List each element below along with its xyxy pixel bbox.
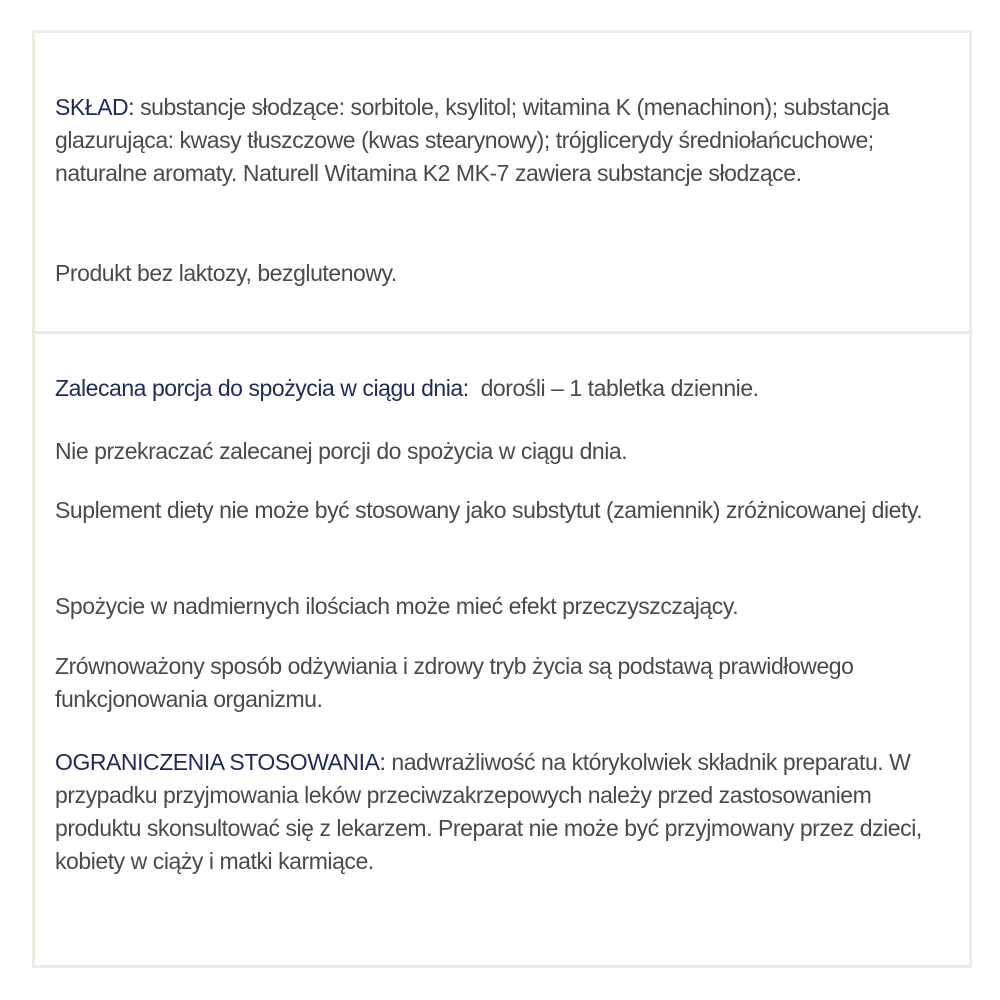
dose-label: Zalecana porcja do spożycia w ciągu dnia: — [55, 375, 469, 401]
usage-section — [35, 334, 969, 966]
composition-text: substancje słodzące: sorbitole, ksylitol; witamina K (menachinon); substancja glazurująca: kwasy tłuszczowe (kwas stearynowy); trójglicerydy średniołańcuchowe; naturalne aromaty. Naturell Witamina K2 MK-7 zawiera substancje słodzące. — [55, 94, 890, 186]
composition-section — [35, 33, 969, 334]
restrictions-label: OGRANICZENIA STOSOWANIA: — [55, 749, 386, 775]
usage-paragraph: Nie przekraczać zalecanej porcji do spożycia w ciągu dnia. — [55, 438, 628, 464]
usage-paragraph: Suplement diety nie może być stosowany jako substytut (zamiennik) zróżnicowanej diety. — [55, 497, 923, 523]
label-panel — [32, 30, 972, 968]
dose-text: dorośli – 1 tabletka dziennie. — [480, 375, 759, 401]
usage-paragraph: Zrównoważony sposób odżywiania i zdrowy tryb życia są podstawą prawidłowego funkcjonowania organizmu. — [55, 653, 854, 712]
composition-note: Produkt bez laktozy, bezglutenowy. — [55, 260, 397, 286]
restrictions-text: nadwrażliwość na którykolwiek składnik preparatu. W przypadku przyjmowania leków przeciwzakrzepowych należy przed zastosowaniem produktu skonsultować się z lekarzem. Preparat nie może być przyjmowany przez dzieci, kobiety w ciąży i matki karmiące. — [55, 749, 922, 874]
composition-label: SKŁAD: — [55, 94, 135, 120]
composition-paragraph — [55, 91, 935, 190]
usage-paragraph: Spożycie w nadmiernych ilościach może mieć efekt przeczyszczający. — [55, 593, 739, 619]
restrictions-paragraph — [55, 746, 935, 878]
dose-paragraph — [55, 372, 935, 405]
